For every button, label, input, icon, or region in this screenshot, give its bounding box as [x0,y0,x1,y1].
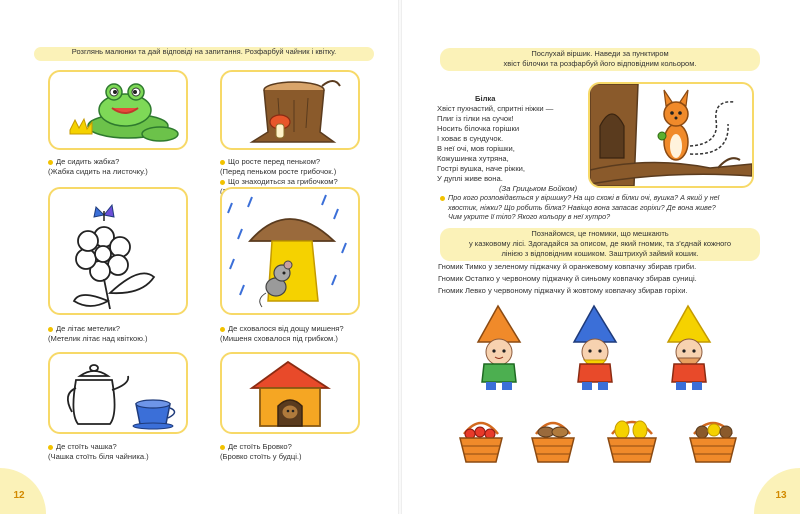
book-gutter [398,0,402,514]
answer: (Метелик літає над квіткою.) [48,334,148,343]
card-squirrel [588,82,754,188]
kettle-illustration [50,354,186,432]
card-kettle [48,352,188,434]
poem [437,94,577,194]
card-stump [220,70,360,150]
mouse-rain-illustration [222,189,358,313]
left-instruction: Розглянь малюнки та дай відповіді на запитання. Розфарбуй чайник і квітку. [71,47,337,56]
gnome-orange-hat [466,304,530,392]
poem-line: У дуплі живе вона. [437,174,503,183]
qa-doghouse [220,442,302,462]
answer: (Бровко стоїть у будці.) [220,452,302,461]
page-number-left [0,468,46,514]
gnome-description: Гномик Остапко у червоному піджачку й синьому ковпачку збирав суниці. [438,274,697,283]
poem-line: Кожушинка хутряна, [437,154,509,163]
card-flower [48,187,188,315]
qa-flower [48,324,148,344]
answer: (Мишеня сховалося під грибком.) [220,334,338,343]
left-instruction-banner [34,47,374,61]
poem-author: (За Грицьком Бойком) [499,184,578,193]
answer: (Жабка сидить на листочку.) [48,167,148,176]
card-mouse [220,187,360,315]
gnome-instruction-2: у казковому лісі. Здогадайся за описом, де який гномик, та з'єднай кожного [468,239,732,248]
bullet-icon [220,180,225,185]
question-line: Чим укрите її тіло? Якого кольору в неї хутро? [448,212,611,221]
basket-mushrooms [528,412,578,464]
question-2: Що знаходиться за грибочком? [228,177,338,186]
question: Де стоїть Бровко? [228,442,292,451]
stump-illustration [222,72,358,148]
doghouse-illustration [222,354,358,432]
gnome-yellow-hat [656,304,720,392]
bullet-icon [48,160,53,165]
qa-kettle [48,442,149,462]
bullet-icon [220,327,225,332]
question: Де стоїть чашка? [56,442,117,451]
poem-line: Хвіст пухнастий, спритні ніжки — [437,104,554,113]
bullet-icon [48,445,53,450]
squirrel-questions [440,193,719,222]
gnome-instruction-banner [440,228,760,261]
gnome-instruction-1: Познайомся, це гномики, що мешкають [531,229,669,238]
question: Де сховалося від дощу мишеня? [228,324,344,333]
basket-pears [604,410,660,464]
page-number-right [754,468,800,514]
bullet-icon [48,327,53,332]
poem-line: В неї очі, мов горішки, [437,144,515,153]
card-doghouse [220,352,360,434]
poem-line: Носить білочка горішки [437,124,520,133]
question-line: Про кого розповідається у віршику? На що схожі в білки очі, вушка? А який у неї [448,193,720,202]
gnome-blue-hat [562,304,626,392]
answer: (Перед пеньком росте грибочок.) [220,167,337,176]
gnome-description: Гномик Тимко у зеленому піджачку й оранжевому ковпачку збирав гриби. [438,262,697,271]
squirrel-illustration [590,84,752,186]
basket-nuts [686,412,740,464]
page-number-right-text: 13 [775,489,787,501]
answer: (Чашка стоїть біля чайника.) [48,452,149,461]
card-frog [48,70,188,150]
question: Де літає метелик? [56,324,120,333]
gnome-description: Гномик Левко у червоному піджачку й жовтому ковпачку збирав горіхи. [438,286,688,295]
qa-mouse [220,324,344,344]
right-instruction-2: хвіст білочки та розфарбуй його відповідним кольором. [503,59,697,68]
bullet-icon [440,196,445,201]
poem-line: Плиг із гілки на сучок! [437,114,514,123]
basket-strawberries [456,412,506,464]
question: Де сидить жабка? [56,157,120,166]
right-instruction-banner [440,48,760,71]
frog-illustration [50,72,186,148]
poem-line: І ховає в сундучок. [437,134,504,143]
question-line: хвостик, ніжки? Що робить білка? Навіщо вона запасає горіхи? Де вона живе? [448,202,716,212]
qa-frog [48,157,148,177]
page-number-left-text: 12 [13,489,25,501]
gnome-instruction-3: лінією з відповідним кошиком. Заштрихуй зайвий кошик. [501,249,699,258]
bullet-icon [220,445,225,450]
flower-illustration [50,189,186,313]
poem-line: Гострі вушка, наче ріжки, [437,164,526,173]
bullet-icon [220,160,225,165]
poem-title: Білка [475,94,496,103]
question: Що росте перед пеньком? [228,157,321,166]
right-instruction-1: Послухай віршик. Наведи за пунктиром [531,49,669,58]
